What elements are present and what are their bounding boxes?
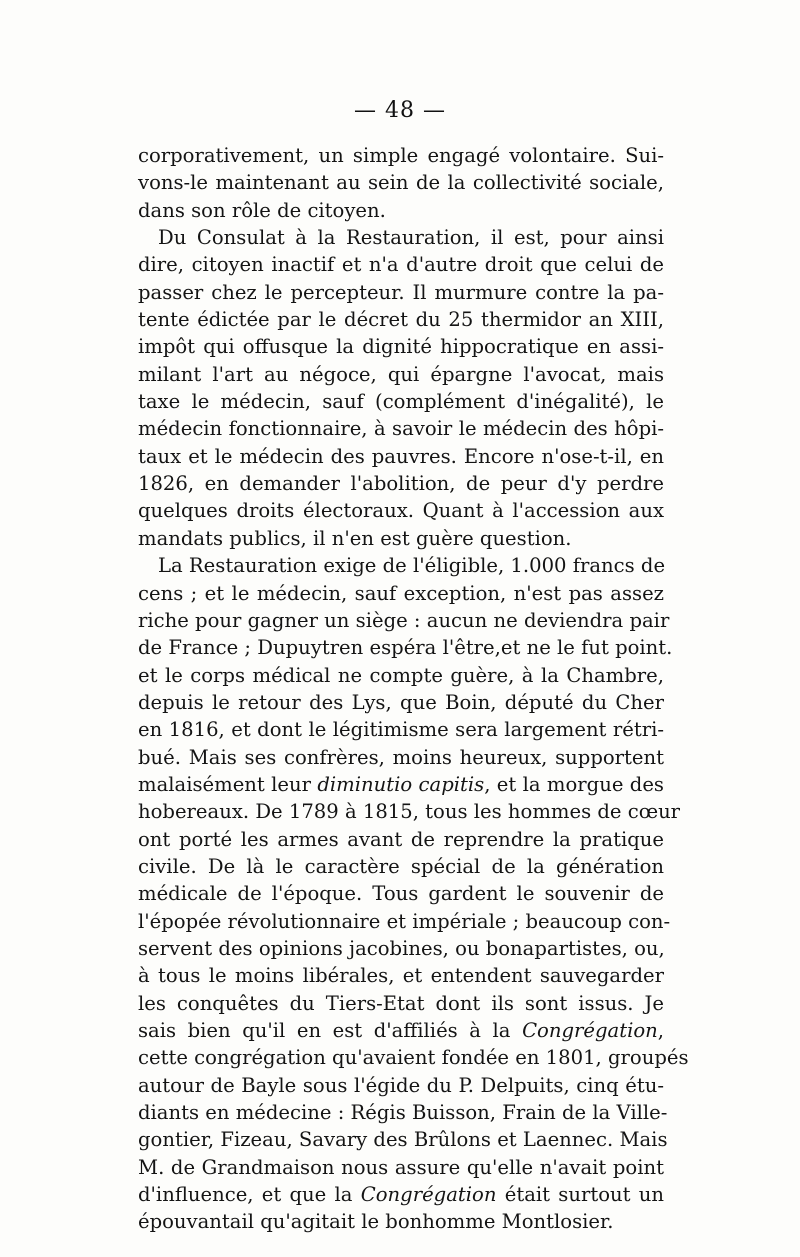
text-segment: , et la morgue des bbox=[484, 772, 664, 796]
text-line: M. de Grandmaison nous assure qu'elle n'avait point bbox=[138, 1155, 664, 1179]
text-line: riche pour gagner un siège : aucun ne deviendra pair bbox=[138, 608, 670, 632]
text-line bbox=[138, 771, 664, 798]
text-line: mandats publics, il n'en est guère question. bbox=[138, 526, 572, 550]
text-line: depuis le retour des Lys, que Boin, député du Cher bbox=[138, 690, 664, 714]
text-line: taux et le médecin des pauvres. Encore n'ose-t-il, en bbox=[138, 444, 664, 468]
text-line: taxe le médecin, sauf (complément d'inégalité), le bbox=[138, 390, 664, 414]
italic-text: Congrégation bbox=[522, 1019, 658, 1042]
text-line: cens ; et le médecin, sauf exception, n'est pas assez bbox=[138, 581, 664, 605]
text-line: gontier, Fizeau, Savary des Brûlons et Laennec. Mais bbox=[138, 1128, 668, 1152]
text-line: La Restauration exige de l'éligible, 1.000 francs de bbox=[158, 554, 666, 578]
text-line: en 1816, et dont le légitimisme sera largement rétri- bbox=[138, 718, 664, 742]
text-line: bué. Mais ses confrères, moins heureux, supportent bbox=[138, 745, 664, 769]
text-line: civile. De là le caractère spécial de la génération bbox=[138, 854, 664, 878]
text-line: autour de Bayle sous l'égide du P. Delpuits, cinq étu- bbox=[138, 1073, 664, 1097]
text-line: et le corps médical ne compte guère, à la Chambre, bbox=[138, 663, 664, 687]
text-segment: était surtout un bbox=[496, 1183, 665, 1207]
text-line: tente édictée par le décret du 25 thermidor an XIII, bbox=[138, 308, 664, 332]
italic-text: diminutio capitis bbox=[317, 772, 485, 796]
text-segment: sais bien qu'il en est d'affiliés à la bbox=[138, 1019, 523, 1042]
text-line: dire, citoyen inactif et n'a d'autre droit que celui de bbox=[138, 253, 664, 277]
text-line bbox=[138, 1181, 664, 1208]
italic-text: Congrégation bbox=[360, 1183, 497, 1207]
text-line: dans son rôle de citoyen. bbox=[138, 198, 386, 222]
text-line: corporativement, un simple engagé volontaire. Sui- bbox=[138, 144, 664, 167]
text-segment: malaisément leur bbox=[138, 772, 318, 796]
text-line: vons-le maintenant au sein de la collectivité sociale, bbox=[138, 171, 664, 195]
text-line: médicale de l'époque. Tous gardent le souvenir de bbox=[138, 882, 664, 906]
text-line: diants en médecine : Régis Buisson, Frain de la Ville- bbox=[138, 1101, 668, 1125]
text-line: impôt qui offusque la dignité hippocratique en assi- bbox=[138, 335, 664, 359]
text-line: ont porté les armes avant de reprendre la pratique bbox=[138, 827, 664, 851]
text-segment: , bbox=[657, 1019, 664, 1042]
text-line: quelques droits électoraux. Quant à l'accession aux bbox=[138, 499, 664, 523]
text-line: l'épopée révolutionnaire et impériale ; beaucoup con- bbox=[138, 909, 671, 933]
text-line: milant l'art au négoce, qui épargne l'avocat, mais bbox=[138, 362, 664, 386]
text-line: les conquêtes du Tiers-Etat dont ils sont issus. Je bbox=[138, 991, 664, 1015]
text-line: servent des opinions jacobines, ou bonapartistes, ou, bbox=[138, 936, 665, 960]
text-line: de France ; Dupuytren espéra l'être,et ne le fut point. bbox=[138, 636, 673, 660]
text-segment: d'influence, et que la bbox=[138, 1183, 361, 1207]
text-line: passer chez le percepteur. Il murmure contre la pa- bbox=[138, 280, 664, 304]
text-line: épouvantail qu'agitait le bonhomme Montlosier. bbox=[138, 1210, 614, 1234]
text-line: cette congrégation qu'avaient fondée en 1801, groupés bbox=[138, 1046, 689, 1070]
text-line: à tous le moins libérales, et entendent sauvegarder bbox=[138, 964, 664, 988]
text-line: 1826, en demander l'abolition, de peur d'y perdre bbox=[138, 472, 664, 496]
page-number: — 48 — bbox=[354, 98, 446, 123]
text-line bbox=[138, 1017, 664, 1044]
text-line: Du Consulat à la Restauration, il est, pour ainsi bbox=[158, 226, 664, 250]
text-line: hobereaux. De 1789 à 1815, tous les hommes de cœur bbox=[138, 800, 681, 824]
text-line: médecin fonctionnaire, à savoir le médecin des hôpi- bbox=[138, 417, 664, 441]
body-text bbox=[138, 142, 689, 1236]
